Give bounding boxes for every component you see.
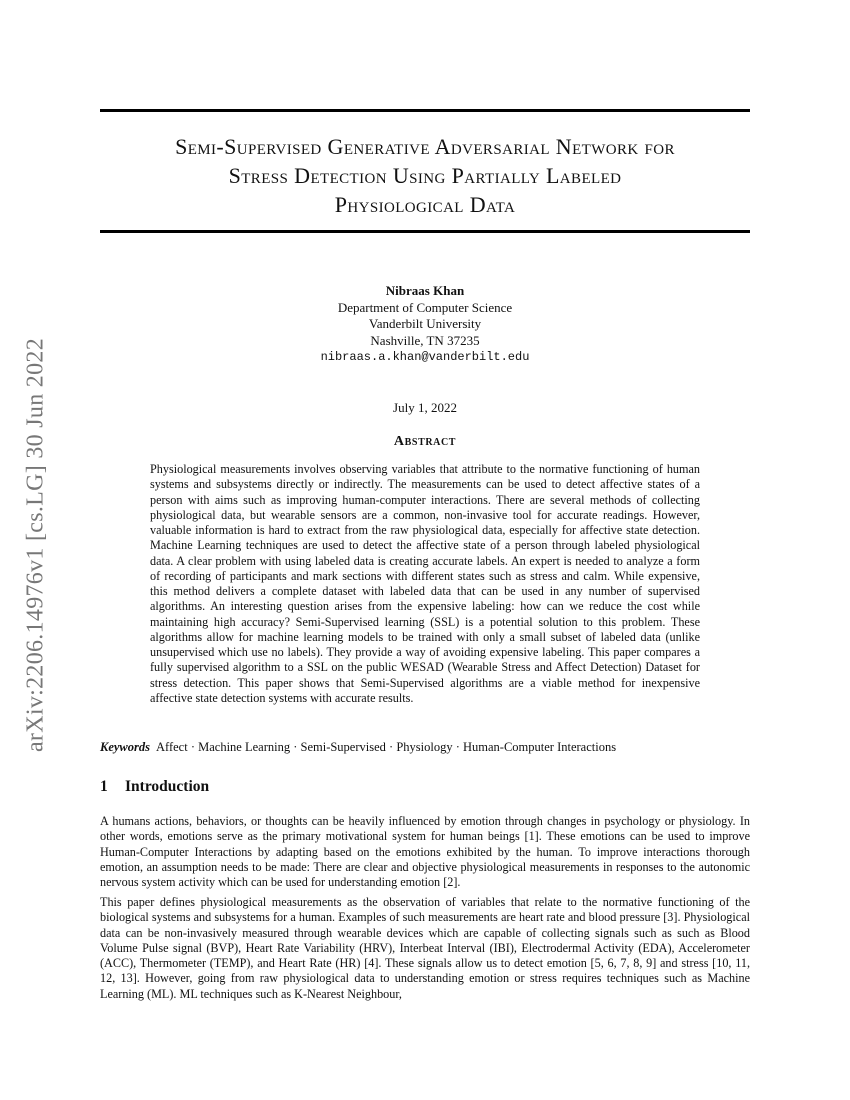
paper-title (100, 132, 750, 219)
author-department: Department of Computer Science (337, 299, 513, 315)
keywords-list: Affect · Machine Learning · Semi-Supervised · Physiology · Human-Computer Interactions (156, 740, 617, 754)
arxiv-identifier-text: arXiv:2206.14976v1 [cs.LG] 30 Jun 2022 (22, 337, 49, 753)
abstract-heading: Abstract (393, 434, 457, 449)
title-line-2: Stress Detection Using Partially Labeled (228, 163, 622, 188)
title-line-3: Physiological Data (334, 192, 516, 217)
keywords-label: Keywords (100, 740, 150, 754)
arxiv-identifier-stamp (18, 300, 54, 790)
section-title: Introduction (125, 778, 210, 795)
title-top-rule (100, 109, 750, 112)
section-heading (100, 778, 209, 796)
title-bottom-rule (100, 230, 750, 233)
publication-date: July 1, 2022 (393, 400, 457, 415)
abstract-text: Physiological measurements involves observing variables that attribute to the normative functioning of human systems and subsystems directly or indirectly. The measurements can be used to detect affective states of a person with aims such as improving human-computer interactions. There are several methods of collecting physiological data, but wearable sensors are a common, non-invasive tool for accurate readings. However, valuable information is hard to extract from the raw physiological data, especially for affective state detection. Machine Learning techniques are used to detect the affective state of a person through labeled physiological data. A clear problem with using labeled data is creating accurate labels. An expert is needed to analyze a form of recording of participants and mark sections with different states such as stress and calm. While expensive, this method delivers a complete dataset with labeled data that can be used in any number of supervised algorithms. An interesting question arises from the expensive labeling: how can we reduce the cost while maintaining high accuracy? Semi-Supervised learning (SSL) is a potential solution to this problem. These algorithms allow for machine learning models to be trained with only a small subset of labeled data (unlike unsupervised which use no labels). They provide a way of avoiding expensive labeling. This paper compares a fully supervised algorithm to a SSL on the public WESAD (Wearable Stress and Affect Detection) Dataset for stress detection. This paper shows that Semi-Supervised algorithms are a viable method for inexpensive affective state detection systems with accurate results. (150, 462, 700, 705)
author-name: Nibraas Khan (385, 283, 465, 298)
keywords-line (100, 740, 750, 755)
intro-paragraph-2: This paper defines physiological measurements as the observation of variables that relate to the normative functioning of the biological systems and subsystems for a human. Examples of such measurements are heart rate and blood pressure [3]. Physiological data can be non-invasively measured through wearable devices which are capable of collecting signals such as such as Blood Volume Pulse signal (BVP), Heart Rate Variability (HRV), Interbeat Interval (IBI), Electrodermal Activity (EDA), Accelerometer (ACC), Thermometer (TEMP), and Heart Rate (HR) [4]. These signals allow us to detect emotion [5, 6, 7, 8, 9] and stress [10, 11, 12, 13]. However, going from raw physiological data to understanding emotion or stress requires techniques such as Machine Learning (ML). ML techniques such as K-Nearest Neighbour, (100, 895, 750, 1001)
section-number: 1 (100, 778, 108, 795)
intro-paragraph-1: A humans actions, behaviors, or thoughts can be heavily influenced by emotion through changes in psychology or physiology. In other words, emotions serve as the primary motivational system for human beings [1]. These emotions can be used to improve Human-Computer Interactions by adapting based on the emotions exhibited by the human. To improve interactions thorough emotion, an assumption needs to be made: There are clear and objective physiological measurements in responses to the autonomic nervous system activity which can be used for understanding emotion [2]. (100, 814, 750, 890)
title-line-1: Semi-Supervised Generative Adversarial Network for (175, 134, 675, 159)
author-block (100, 283, 750, 366)
author-location: Nashville, TN 37235 (370, 332, 480, 348)
author-email[interactable]: nibraas.a.khan@vanderbilt.edu (320, 350, 530, 364)
author-university: Vanderbilt University (368, 316, 482, 331)
